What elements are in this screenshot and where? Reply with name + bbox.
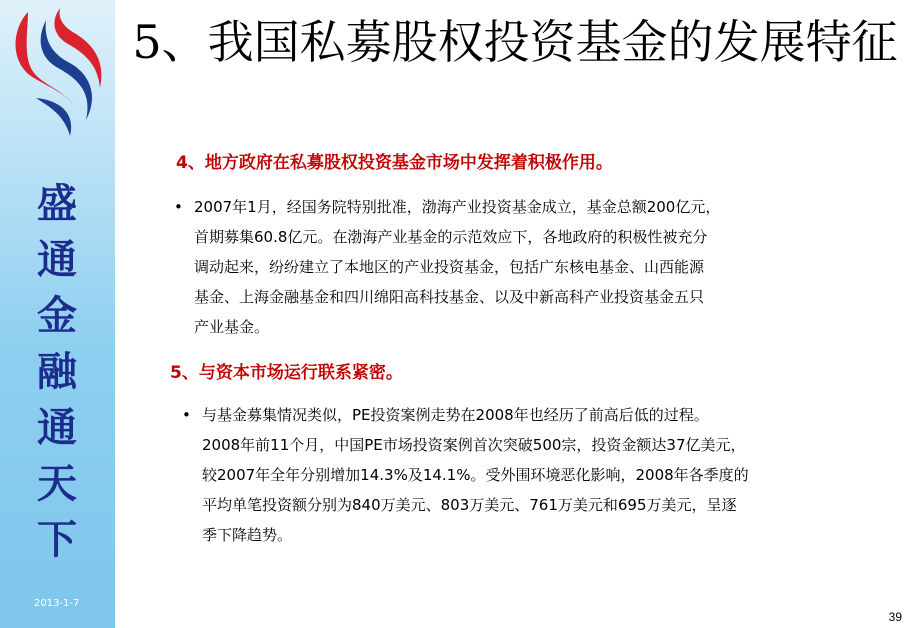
slogan-char: 通 <box>37 236 77 283</box>
slide-date: 2013-1-7 <box>34 598 80 609</box>
slogan-char: 金 <box>37 292 77 339</box>
slogan-char: 融 <box>37 348 77 395</box>
paragraph-text: 与基金募集情况类似，PE投资案例走势在2008年也经历了前高后低的过程。 2008年前11个月，中国PE市场投资案例首次突破500宗，投资金额达37亿美元， 较2007年全年分别增加14.3%及14.1%。受外围环境恶化影响，2008年各季度的 平均单笔投资额分别为840万美元、803万美元、761万美元和695万美元，呈逐 季下降趋势。 <box>202 406 749 544</box>
bullet-icon: • <box>182 406 191 424</box>
bullet-paragraph <box>174 192 874 342</box>
slogan-char: 通 <box>37 404 77 451</box>
page-number: 39 <box>888 610 902 624</box>
paragraph-text: 2007年1月，经国务院特别批准，渤海产业投资基金成立，基金总额200亿元， 首期募集60.8亿元。在渤海产业基金的示范效应下，各地政府的积极性被充分 调动起来，纷纷建立了本地区的产业投资基金，包括广东核电基金、山西能源 基金、上海金融基金和四川绵阳高科技基金、以及中新高科产业投资基金五只 产业基金。 <box>194 198 721 336</box>
company-logo-icon <box>6 2 106 142</box>
slogan-char: 盛 <box>37 180 77 227</box>
sidebar <box>0 0 115 628</box>
bullet-icon: • <box>174 198 183 216</box>
slogan-char: 天 <box>37 460 77 507</box>
section-heading: 4、地方政府在私募股权投资基金市场中发挥着积极作用。 <box>176 153 613 173</box>
section-heading: 5、与资本市场运行联系紧密。 <box>170 363 403 383</box>
slogan-char: 下 <box>37 516 77 563</box>
slide-title: 5、我国私募股权投资基金的发展特征 <box>132 15 898 69</box>
vertical-slogan <box>28 176 86 568</box>
bullet-paragraph <box>182 400 882 550</box>
